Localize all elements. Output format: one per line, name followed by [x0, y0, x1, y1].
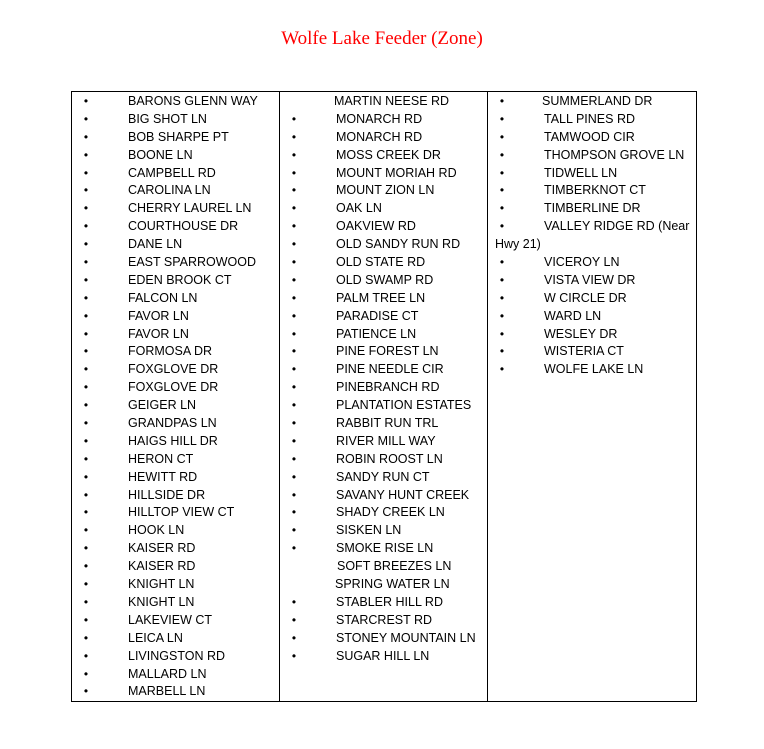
street-name: SUMMERLAND DR — [542, 94, 653, 108]
street-list-item — [72, 683, 279, 701]
street-name: VISTA VIEW DR — [544, 272, 636, 287]
street-list-item — [488, 129, 696, 147]
street-list-item — [488, 343, 696, 361]
bullet-icon: • — [83, 147, 89, 162]
street-name: RIVER MILL WAY — [336, 433, 436, 448]
bullet-icon: • — [83, 398, 89, 413]
bullet-icon: • — [83, 666, 89, 681]
bullet-icon: • — [291, 630, 297, 645]
street-name: PINE NEEDLE CIR — [336, 362, 444, 377]
street-list-item — [72, 469, 279, 487]
street-name: TAMWOOD CIR — [544, 129, 635, 144]
street-name: MALLARD LN — [128, 666, 207, 681]
bullet-icon: • — [499, 219, 505, 234]
street-name: TIMBERKNOT CT — [544, 183, 646, 198]
street-list-item — [488, 361, 696, 379]
bullet-icon: • — [291, 111, 297, 126]
bullet-icon: • — [499, 255, 505, 270]
street-name: MONARCH RD — [336, 111, 423, 126]
street-list-item — [72, 648, 279, 666]
street-name: RABBIT RUN TRL — [336, 416, 439, 431]
street-list-item — [72, 272, 279, 290]
street-name: SHADY CREEK LN — [336, 505, 445, 520]
street-name: FALCON LN — [128, 290, 198, 305]
street-name: FOXGLOVE DR — [128, 380, 219, 395]
street-list-item — [72, 415, 279, 433]
street-list-item — [280, 343, 487, 361]
street-name: VICEROY LN — [544, 255, 620, 270]
bullet-icon: • — [291, 308, 297, 323]
street-list-item — [280, 630, 487, 648]
street-list-item — [280, 111, 487, 129]
bullet-icon: • — [499, 111, 505, 126]
street-name: TIMBERLINE DR — [544, 201, 641, 216]
street-list-item — [72, 308, 279, 326]
street-list-item — [280, 93, 487, 111]
street-list-item — [72, 290, 279, 308]
street-list-item — [280, 522, 487, 540]
street-name: KNIGHT LN — [128, 594, 195, 609]
street-name: WOLFE LAKE LN — [544, 362, 644, 377]
bullet-icon: • — [83, 380, 89, 395]
bullet-icon: • — [83, 416, 89, 431]
bullet-icon: • — [291, 451, 297, 466]
street-name: KAISER RD — [128, 541, 196, 556]
bullet-icon: • — [83, 505, 89, 520]
street-name: HILLSIDE DR — [128, 487, 206, 502]
street-name: PLANTATION ESTATES — [336, 398, 472, 413]
bullet-icon: • — [291, 272, 297, 287]
bullet-icon: • — [83, 362, 89, 377]
street-list-item — [72, 451, 279, 469]
bullet-icon: • — [291, 648, 297, 663]
bullet-icon: • — [291, 201, 297, 216]
street-list-item — [280, 165, 487, 183]
street-column-2 — [280, 92, 488, 702]
street-list-item — [280, 290, 487, 308]
street-list-item — [72, 433, 279, 451]
street-list-item — [280, 182, 487, 200]
street-list-item — [488, 254, 696, 272]
street-list — [72, 92, 279, 701]
street-name: EDEN BROOK CT — [128, 272, 232, 287]
bullet-icon: • — [83, 129, 89, 144]
bullet-icon: • — [499, 272, 505, 287]
bullet-icon: • — [291, 433, 297, 448]
street-name: CAROLINA LN — [128, 183, 211, 198]
bullet-icon: • — [291, 129, 297, 144]
street-list-item — [280, 433, 487, 451]
bullet-icon: • — [83, 684, 89, 699]
street-name: SMOKE RISE LN — [336, 541, 434, 556]
street-name: WESLEY DR — [544, 326, 618, 341]
street-name: LAKEVIEW CT — [128, 612, 213, 627]
bullet-icon: • — [83, 487, 89, 502]
street-list-item — [72, 129, 279, 147]
street-name-continuation: Hwy 21) — [495, 237, 541, 252]
street-name: MOSS CREEK DR — [336, 147, 441, 162]
street-list — [280, 92, 487, 666]
bullet-icon: • — [291, 255, 297, 270]
street-name: HAIGS HILL DR — [128, 433, 218, 448]
street-name: PATIENCE LN — [336, 326, 417, 341]
street-name: FORMOSA DR — [128, 344, 213, 359]
street-list-item — [488, 272, 696, 290]
street-name: SAVANY HUNT CREEK — [336, 487, 470, 502]
bullet-icon: • — [291, 219, 297, 234]
street-list-item — [280, 594, 487, 612]
street-name: TIDWELL LN — [544, 165, 618, 180]
street-name: CHERRY LAUREL LN — [128, 201, 252, 216]
bullet-icon: • — [83, 648, 89, 663]
street-column-1 — [72, 92, 280, 702]
street-name: SPRING WATER LN — [335, 577, 450, 592]
street-list-item — [488, 308, 696, 326]
bullet-icon: • — [83, 630, 89, 645]
document-title: Wolfe Lake Feeder (Zone) — [281, 28, 483, 49]
bullet-icon: • — [83, 577, 89, 592]
street-list-item — [72, 326, 279, 344]
street-name: PINEBRANCH RD — [336, 380, 440, 395]
street-name: GEIGER LN — [128, 398, 197, 413]
street-name: FOXGLOVE DR — [128, 362, 219, 377]
bullet-icon: • — [499, 94, 505, 108]
street-name: DANE LN — [128, 237, 183, 252]
street-name: OAKVIEW RD — [336, 219, 416, 234]
street-list — [488, 92, 696, 379]
bullet-icon: • — [83, 237, 89, 252]
street-list-item — [280, 326, 487, 344]
street-name: MOUNT ZION LN — [336, 183, 435, 198]
street-list-item — [72, 182, 279, 200]
street-list-item — [488, 147, 696, 165]
street-list-item — [280, 451, 487, 469]
street-name: VALLEY RIDGE RD (Near — [544, 219, 690, 234]
street-list-item — [280, 129, 487, 147]
bullet-icon: • — [83, 523, 89, 538]
street-list-item — [72, 236, 279, 254]
street-name: W CIRCLE DR — [544, 290, 627, 305]
bullet-icon: • — [499, 326, 505, 341]
street-name: OAK LN — [336, 201, 382, 216]
street-name: MARBELL LN — [128, 684, 206, 699]
bullet-icon: • — [83, 201, 89, 216]
bullet-icon: • — [83, 433, 89, 448]
street-list-item — [280, 469, 487, 487]
street-name: ROBIN ROOST LN — [336, 451, 443, 466]
street-list-item — [72, 343, 279, 361]
street-name: CAMPBELL RD — [128, 165, 216, 180]
bullet-icon: • — [83, 111, 89, 126]
street-list-item — [280, 648, 487, 666]
street-list-item — [72, 111, 279, 129]
street-name: SISKEN LN — [336, 523, 402, 538]
street-name: LIVINGSTON RD — [128, 648, 226, 663]
bullet-icon: • — [83, 344, 89, 359]
street-list-item — [280, 415, 487, 433]
bullet-icon: • — [291, 541, 297, 556]
street-name: SUGAR HILL LN — [336, 648, 430, 663]
street-name: TALL PINES RD — [544, 111, 635, 126]
street-list-item — [72, 165, 279, 183]
street-list-item — [488, 218, 696, 254]
bullet-icon: • — [291, 416, 297, 431]
bullet-icon: • — [499, 308, 505, 323]
street-name: BIG SHOT LN — [128, 111, 207, 126]
bullet-icon: • — [83, 451, 89, 466]
bullet-icon: • — [291, 612, 297, 627]
street-name: PALM TREE LN — [336, 290, 426, 305]
street-list-item — [488, 326, 696, 344]
street-list-item — [72, 361, 279, 379]
bullet-icon: • — [291, 165, 297, 180]
bullet-icon: • — [83, 255, 89, 270]
bullet-icon: • — [499, 129, 505, 144]
bullet-icon: • — [83, 94, 89, 108]
bullet-icon: • — [499, 362, 505, 377]
bullet-icon: • — [499, 147, 505, 162]
street-list-item — [72, 504, 279, 522]
street-list-item — [72, 630, 279, 648]
bullet-icon: • — [291, 380, 297, 395]
bullet-icon: • — [291, 594, 297, 609]
street-name: THOMPSON GROVE LN — [544, 147, 685, 162]
street-list-item — [72, 379, 279, 397]
street-name: BOONE LN — [128, 147, 193, 162]
street-list-item — [72, 522, 279, 540]
street-list-item — [72, 254, 279, 272]
street-name: OLD SWAMP RD — [336, 272, 434, 287]
bullet-icon: • — [83, 290, 89, 305]
street-list-table — [71, 91, 697, 702]
street-list-item — [280, 576, 487, 594]
street-list-item — [280, 397, 487, 415]
street-name: KAISER RD — [128, 559, 196, 574]
bullet-icon: • — [291, 290, 297, 305]
street-list-item — [280, 147, 487, 165]
bullet-icon: • — [291, 183, 297, 198]
bullet-icon: • — [83, 183, 89, 198]
street-list-item — [72, 666, 279, 684]
street-list-item — [72, 200, 279, 218]
street-list-item — [72, 93, 279, 111]
bullet-icon: • — [499, 290, 505, 305]
street-list-item — [280, 379, 487, 397]
street-name: OLD STATE RD — [336, 255, 426, 270]
street-list-item — [280, 200, 487, 218]
street-name: MOUNT MORIAH RD — [336, 165, 457, 180]
bullet-icon: • — [83, 594, 89, 609]
street-name: MONARCH RD — [336, 129, 423, 144]
street-name: STABLER HILL RD — [336, 594, 443, 609]
bullet-icon: • — [291, 237, 297, 252]
bullet-icon: • — [291, 362, 297, 377]
street-name: OLD SANDY RUN RD — [336, 237, 461, 252]
street-name: KNIGHT LN — [128, 577, 195, 592]
street-name: LEICA LN — [128, 630, 183, 645]
street-list-item — [280, 540, 487, 558]
street-list-item — [488, 200, 696, 218]
street-name: FAVOR LN — [128, 326, 189, 341]
street-list-item — [280, 361, 487, 379]
street-name: EAST SPARROWOOD — [128, 255, 257, 270]
bullet-icon: • — [291, 523, 297, 538]
street-name: BOB SHARPE PT — [128, 129, 229, 144]
bullet-icon: • — [83, 469, 89, 484]
bullet-icon: • — [499, 201, 505, 216]
street-list-item — [280, 308, 487, 326]
street-list-item — [280, 487, 487, 505]
street-name: HOOK LN — [128, 523, 185, 538]
street-list-item — [72, 594, 279, 612]
bullet-icon: • — [83, 165, 89, 180]
bullet-icon: • — [291, 505, 297, 520]
street-list-item — [72, 540, 279, 558]
bullet-icon: • — [83, 308, 89, 323]
bullet-icon: • — [83, 612, 89, 627]
street-name: SANDY RUN CT — [336, 469, 430, 484]
bullet-icon: • — [291, 487, 297, 502]
street-name: BARONS GLENN WAY — [128, 94, 258, 108]
street-list-item — [488, 93, 696, 111]
street-name: STARCREST RD — [336, 612, 433, 627]
bullet-icon: • — [83, 559, 89, 574]
street-list-item — [72, 612, 279, 630]
street-name: PARADISE CT — [336, 308, 419, 323]
street-list-item — [280, 504, 487, 522]
bullet-icon: • — [499, 165, 505, 180]
bullet-icon: • — [83, 219, 89, 234]
street-name: FAVOR LN — [128, 308, 189, 323]
bullet-icon: • — [291, 326, 297, 341]
bullet-icon: • — [499, 344, 505, 359]
street-list-item — [72, 576, 279, 594]
street-name: WARD LN — [544, 308, 602, 323]
bullet-icon: • — [499, 183, 505, 198]
street-list-item — [488, 182, 696, 200]
street-name: HILLTOP VIEW CT — [128, 505, 235, 520]
street-name: STONEY MOUNTAIN LN — [336, 630, 476, 645]
street-list-item — [280, 218, 487, 236]
street-list-item — [280, 236, 487, 254]
bullet-icon: • — [83, 541, 89, 556]
street-list-item — [488, 290, 696, 308]
bullet-icon: • — [83, 326, 89, 341]
street-list-item — [280, 612, 487, 630]
street-list-item — [72, 558, 279, 576]
street-name: WISTERIA CT — [544, 344, 624, 359]
street-list-item — [488, 111, 696, 129]
street-list-item — [72, 397, 279, 415]
street-list-item — [72, 487, 279, 505]
street-name: HERON CT — [128, 451, 194, 466]
bullet-icon: • — [291, 344, 297, 359]
street-name: PINE FOREST LN — [336, 344, 439, 359]
street-list-item — [72, 218, 279, 236]
street-list-item — [280, 254, 487, 272]
bullet-icon: • — [291, 398, 297, 413]
street-column-3 — [488, 92, 697, 702]
street-name: GRANDPAS LN — [128, 416, 217, 431]
street-list-item — [280, 558, 487, 576]
street-list-item — [280, 272, 487, 290]
street-name: MARTIN NEESE RD — [334, 94, 450, 108]
bullet-icon: • — [83, 272, 89, 287]
street-name: SOFT BREEZES LN — [337, 559, 452, 574]
street-list-item — [72, 147, 279, 165]
street-list-item — [488, 165, 696, 183]
street-name: COURTHOUSE DR — [128, 219, 239, 234]
bullet-icon: • — [291, 469, 297, 484]
bullet-icon: • — [291, 147, 297, 162]
street-name: HEWITT RD — [128, 469, 198, 484]
